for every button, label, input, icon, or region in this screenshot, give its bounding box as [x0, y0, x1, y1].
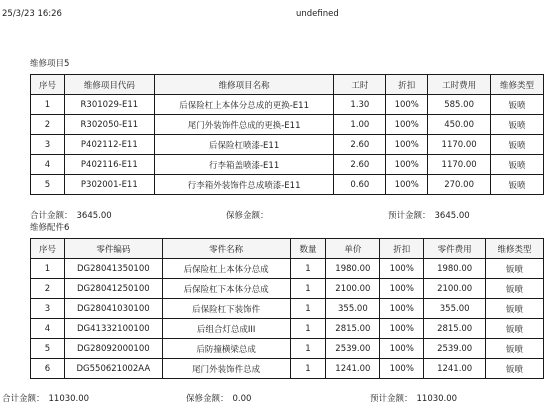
table-cell: 1170.00 [428, 155, 491, 175]
table-cell: 1 [290, 319, 326, 339]
column-header: 折扣 [386, 75, 428, 95]
table-cell: 100% [386, 135, 428, 155]
table-cell: R302050-E11 [64, 115, 154, 135]
column-header: 序号 [31, 239, 65, 259]
table-row [31, 95, 544, 115]
table-cell: 2.60 [334, 155, 386, 175]
table-cell: 钣喷 [491, 115, 544, 135]
table-cell: 1980.00 [326, 259, 380, 279]
column-header: 数量 [290, 239, 326, 259]
table-cell: 钣喷 [491, 95, 544, 115]
table-cell: 3 [31, 135, 65, 155]
table-cell: 1980.00 [424, 259, 486, 279]
table-cell: 1.00 [334, 115, 386, 135]
table-row [31, 299, 544, 319]
table-row [31, 319, 544, 339]
table-row [31, 175, 544, 195]
table-cell: R301029-E11 [64, 95, 154, 115]
column-header: 单价 [326, 239, 380, 259]
section2-estimate [370, 392, 457, 404]
total-label: 合计金额： [2, 394, 45, 404]
table-cell: 2815.00 [326, 319, 380, 339]
table-cell: 1.30 [334, 95, 386, 115]
table-cell: P402116-E11 [64, 155, 154, 175]
column-header: 工时费用 [428, 75, 491, 95]
section1-estimate [388, 209, 470, 221]
table-cell: 钣喷 [486, 299, 544, 319]
table-cell: 4 [31, 319, 65, 339]
table-cell: 4 [31, 155, 65, 175]
table-cell: 100% [380, 359, 424, 379]
section1-total [30, 209, 112, 221]
table-cell: 1 [31, 95, 65, 115]
table-cell: 钣喷 [486, 279, 544, 299]
table-cell: 1 [290, 299, 326, 319]
table-header-row [31, 75, 544, 95]
estimate-value: 3645.00 [434, 211, 470, 221]
table-cell: P402112-E11 [64, 135, 154, 155]
repair-parts-table [30, 238, 544, 379]
table-cell: 100% [386, 115, 428, 135]
column-header: 维修项目名称 [154, 75, 334, 95]
table-cell: 1 [290, 279, 326, 299]
table-cell: 1 [290, 359, 326, 379]
table-cell: 尾门外装饰件总成 [162, 359, 290, 379]
table-cell: 355.00 [424, 299, 486, 319]
table-cell: 100% [380, 279, 424, 299]
table-cell: 100% [386, 155, 428, 175]
table-cell: 2.60 [334, 135, 386, 155]
table-cell: 后保险杠上本体分总成的更换-E11 [154, 95, 334, 115]
table-cell: 1170.00 [428, 135, 491, 155]
table-cell: DG28041350100 [64, 259, 162, 279]
table-cell: 后组合灯总成III [162, 319, 290, 339]
column-header: 维修类型 [486, 239, 544, 259]
table-cell: 行李箱盖喷漆-E11 [154, 155, 334, 175]
column-header: 零件费用 [424, 239, 486, 259]
table-cell: 2 [31, 115, 65, 135]
section1-insurance [226, 209, 273, 221]
column-header: 工时 [334, 75, 386, 95]
table-cell: 100% [380, 299, 424, 319]
column-header: 序号 [31, 75, 65, 95]
table-cell: 后保险杠下装饰件 [162, 299, 290, 319]
print-datetime: 25/3/23 16:26 [2, 9, 62, 19]
table-cell: 0.60 [334, 175, 386, 195]
column-header: 零件名称 [162, 239, 290, 259]
insurance-label: 保修金额： [226, 211, 269, 221]
column-header: 维修类型 [491, 75, 544, 95]
table-cell: 后防撞横梁总成 [162, 339, 290, 359]
insurance-value: 0.00 [232, 394, 252, 404]
table-cell: 2815.00 [424, 319, 486, 339]
table-cell: 6 [31, 359, 65, 379]
table-cell: 钣喷 [486, 319, 544, 339]
table-cell: 270.00 [428, 175, 491, 195]
table-row [31, 279, 544, 299]
table-cell: 450.00 [428, 115, 491, 135]
table-cell: 1 [31, 259, 65, 279]
table-cell: 钣喷 [486, 259, 544, 279]
estimate-label: 预计金额： [370, 394, 413, 404]
table-header-row [31, 239, 544, 259]
section2-total [2, 392, 89, 404]
total-label: 合计金额： [30, 211, 73, 221]
table-row [31, 115, 544, 135]
table-row [31, 359, 544, 379]
table-cell: 355.00 [326, 299, 380, 319]
table-cell: 100% [380, 319, 424, 339]
table-cell: DG28041250100 [64, 279, 162, 299]
table-cell: DG28041030100 [64, 299, 162, 319]
table-cell: 钣喷 [491, 155, 544, 175]
table-cell: 2100.00 [326, 279, 380, 299]
column-header: 维修项目代码 [64, 75, 154, 95]
table-cell: 尾门外装饰件总成的更换-E11 [154, 115, 334, 135]
column-header: 零件编码 [64, 239, 162, 259]
repair-items-table [30, 74, 544, 195]
table-cell: 后保险杠喷漆-E11 [154, 135, 334, 155]
estimate-value: 11030.00 [416, 394, 458, 404]
total-value: 3645.00 [76, 211, 112, 221]
total-value: 11030.00 [48, 394, 90, 404]
table-cell: 2 [31, 279, 65, 299]
table-cell: 100% [380, 339, 424, 359]
table-cell: 1 [290, 339, 326, 359]
table-cell: 行李箱外装饰件总成喷漆-E11 [154, 175, 334, 195]
table-row [31, 259, 544, 279]
table-cell: 1241.00 [326, 359, 380, 379]
table-row [31, 155, 544, 175]
insurance-label: 保修金额： [186, 394, 229, 404]
table-cell: 钣喷 [491, 135, 544, 155]
table-cell: 钣喷 [486, 359, 544, 379]
section1-title: 维修项目5 [30, 59, 70, 69]
table-cell: 2539.00 [424, 339, 486, 359]
table-cell: DG41332100100 [64, 319, 162, 339]
table-cell: DG28092000100 [64, 339, 162, 359]
table-cell: 1241.00 [424, 359, 486, 379]
table-cell: 5 [31, 339, 65, 359]
table-cell: 后保险杠下本体分总成 [162, 279, 290, 299]
table-cell: 100% [386, 95, 428, 115]
print-title: undefined [296, 9, 339, 19]
table-cell: 585.00 [428, 95, 491, 115]
table-cell: 后保险杠上本体分总成 [162, 259, 290, 279]
table-cell: 钣喷 [491, 175, 544, 195]
table-cell: 3 [31, 299, 65, 319]
table-cell: 5 [31, 175, 65, 195]
table-row [31, 339, 544, 359]
table-cell: 2539.00 [326, 339, 380, 359]
section2-insurance [186, 392, 251, 404]
table-row [31, 135, 544, 155]
table-cell: DG550621002AA [64, 359, 162, 379]
table-cell: P302001-E11 [64, 175, 154, 195]
table-cell: 100% [386, 175, 428, 195]
estimate-label: 预计金额： [388, 211, 431, 221]
column-header: 折扣 [380, 239, 424, 259]
table-cell: 钣喷 [486, 339, 544, 359]
table-cell: 1 [290, 259, 326, 279]
section2-title: 维修配件6 [30, 223, 70, 233]
table-cell: 100% [380, 259, 424, 279]
table-cell: 2100.00 [424, 279, 486, 299]
